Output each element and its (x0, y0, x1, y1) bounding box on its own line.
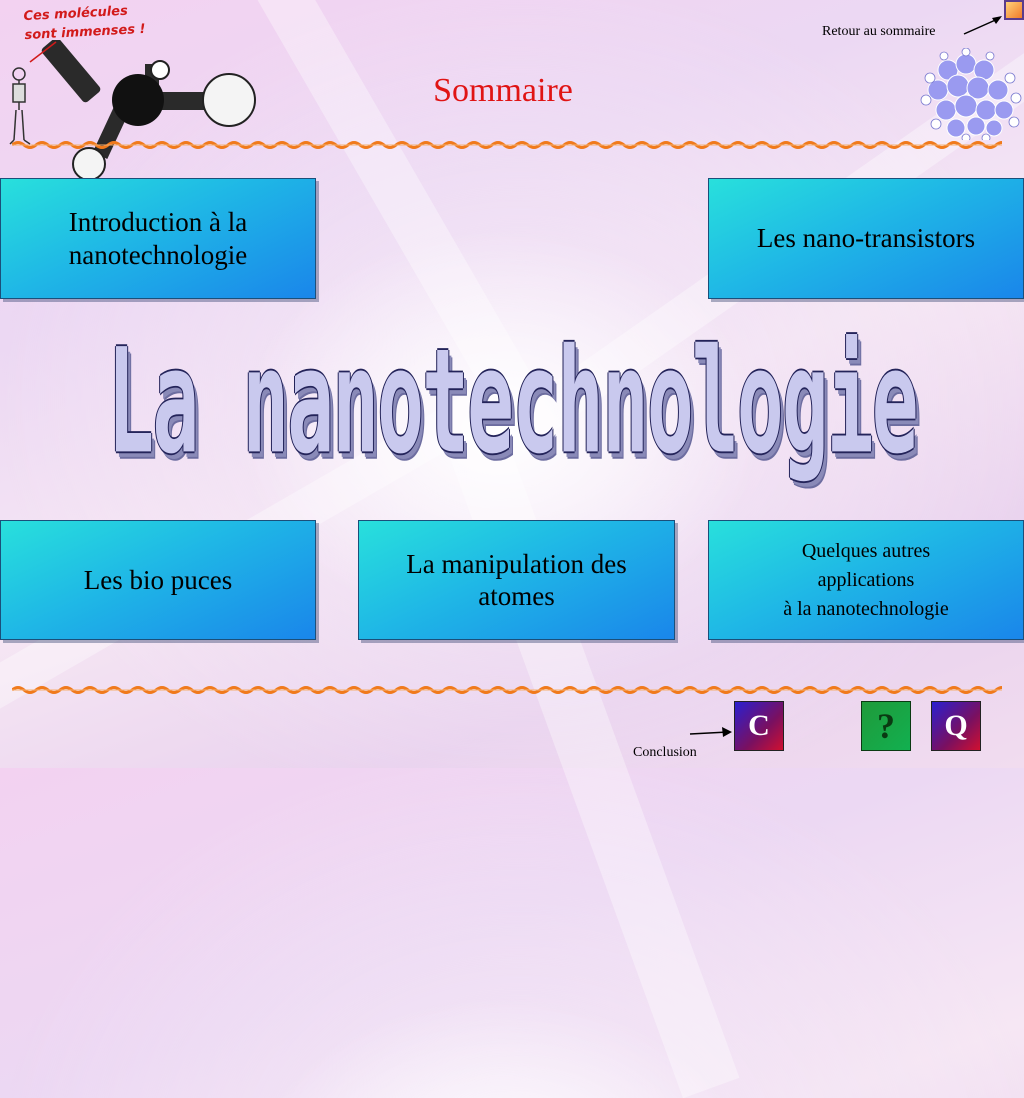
help-button[interactable]: ? (861, 701, 911, 751)
nav-label: La manipulation des (406, 549, 627, 579)
nanostructure-icon (918, 48, 1024, 140)
arrow-icon (962, 12, 1008, 38)
nav-label: Introduction à la (68, 206, 248, 237)
retour-sommaire-link[interactable]: Retour au sommaire (822, 24, 936, 39)
nav-label: Les bio puces (83, 564, 233, 595)
pointer-line (28, 40, 58, 64)
page-title: Sommaire (433, 72, 573, 109)
center-title: La nanotechnologie (107, 320, 917, 487)
home-corner-button[interactable] (1004, 0, 1024, 20)
nav-label: applications (817, 568, 915, 591)
nav-bio-puces-button[interactable] (0, 520, 316, 640)
conclusion-button[interactable]: C (734, 701, 784, 751)
conclusion-label: Conclusion (633, 745, 697, 760)
sticky-note (23, 1, 145, 45)
sticky-note-line: sont immenses ! (24, 21, 146, 44)
decorative-divider-bottom (12, 685, 1002, 695)
nav-nano-transistors-button[interactable] (708, 178, 1024, 299)
nav-label: nanotechnologie (68, 239, 248, 270)
decorative-divider-top (12, 140, 1002, 150)
nav-autres-applications-button[interactable] (708, 520, 1024, 640)
quit-button[interactable]: Q (931, 701, 981, 751)
nav-manipulation-atomes-button[interactable] (358, 520, 675, 640)
nav-label: à la nanotechnologie (783, 597, 949, 620)
nav-label: Quelques autres (801, 539, 931, 562)
nav-label: atomes (478, 581, 555, 611)
sticky-note-line: Ces molécules (23, 3, 129, 25)
nav-label: Les nano-transistors (756, 223, 976, 253)
nav-introduction-button[interactable] (0, 178, 316, 299)
arrow-icon (688, 724, 734, 740)
molecule-model-icon (40, 40, 255, 180)
